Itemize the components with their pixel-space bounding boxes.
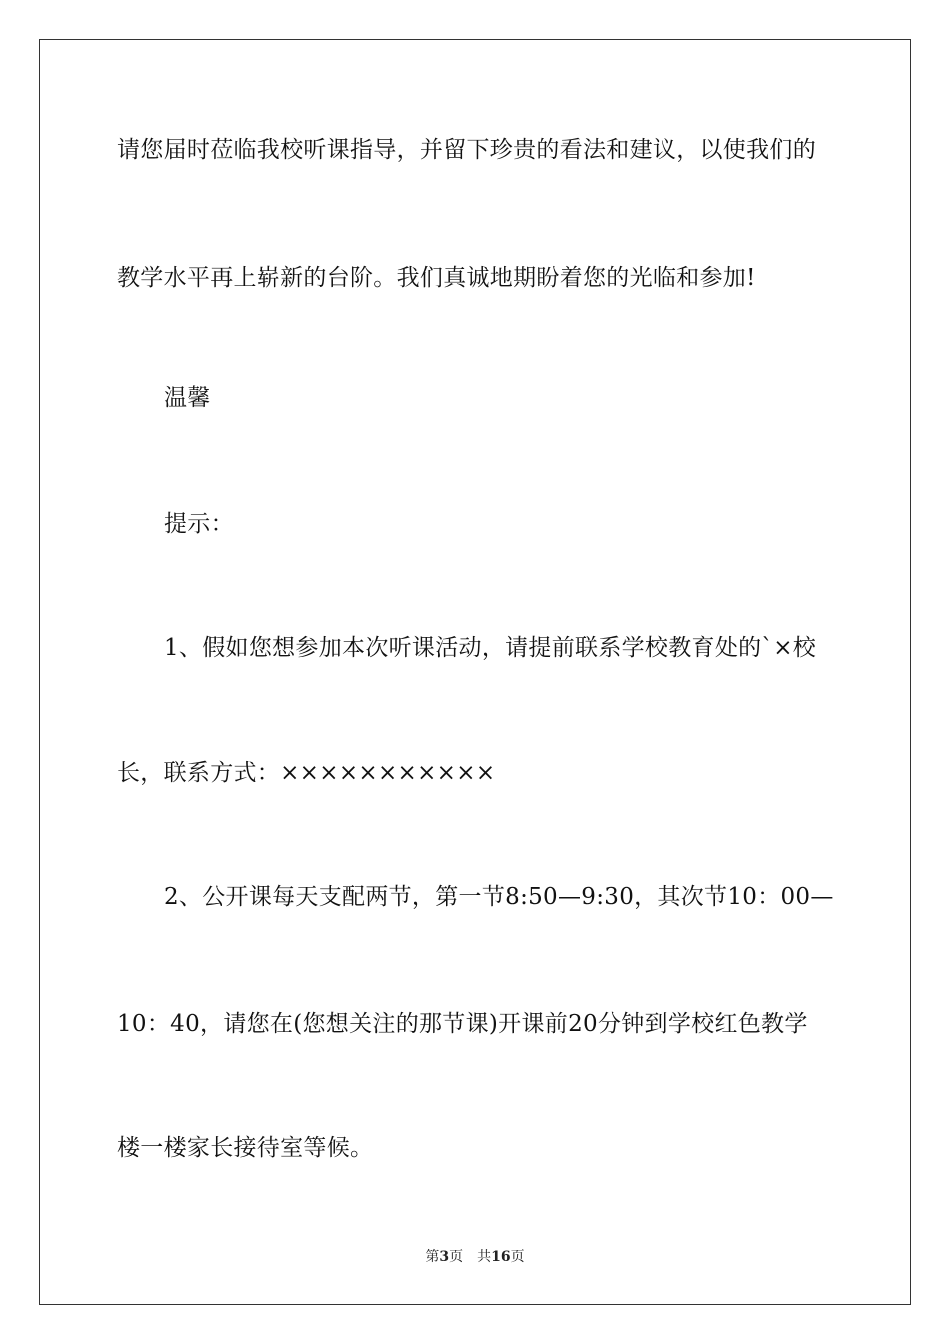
footer-page-suffix: 页 [449,1249,464,1265]
body-line-5: 1、假如您想参加本次听课活动，请提前联系学校教育处的`×校 [164,635,817,661]
page-border [39,39,911,1305]
footer-total-pages: 16 [491,1249,511,1265]
body-line-3: 温馨 [164,385,211,411]
footer-total-suffix: 页 [510,1249,525,1265]
footer-page-number: 3 [439,1249,450,1265]
body-line-7: 2、公开课每天支配两节，第一节8:50—9:30，其次节10：00— [164,884,834,910]
body-line-6: 长，联系方式：××××××××××× [117,760,496,786]
body-line-2: 教学水平再上崭新的台阶。我们真诚地期盼着您的光临和参加! [117,265,756,291]
footer-page-prefix: 第 [425,1249,440,1265]
page-footer [0,1248,950,1266]
body-line-1: 请您届时莅临我校听课指导，并留下珍贵的看法和建议，以使我们的 [117,137,816,163]
footer-total-prefix: 共 [477,1249,492,1265]
body-line-8: 10：40，请您在(您想关注的那节课)开课前20分钟到学校红色教学 [117,1011,808,1037]
body-line-9: 楼一楼家长接待室等候。 [117,1135,374,1161]
body-line-4: 提示： [164,511,234,537]
